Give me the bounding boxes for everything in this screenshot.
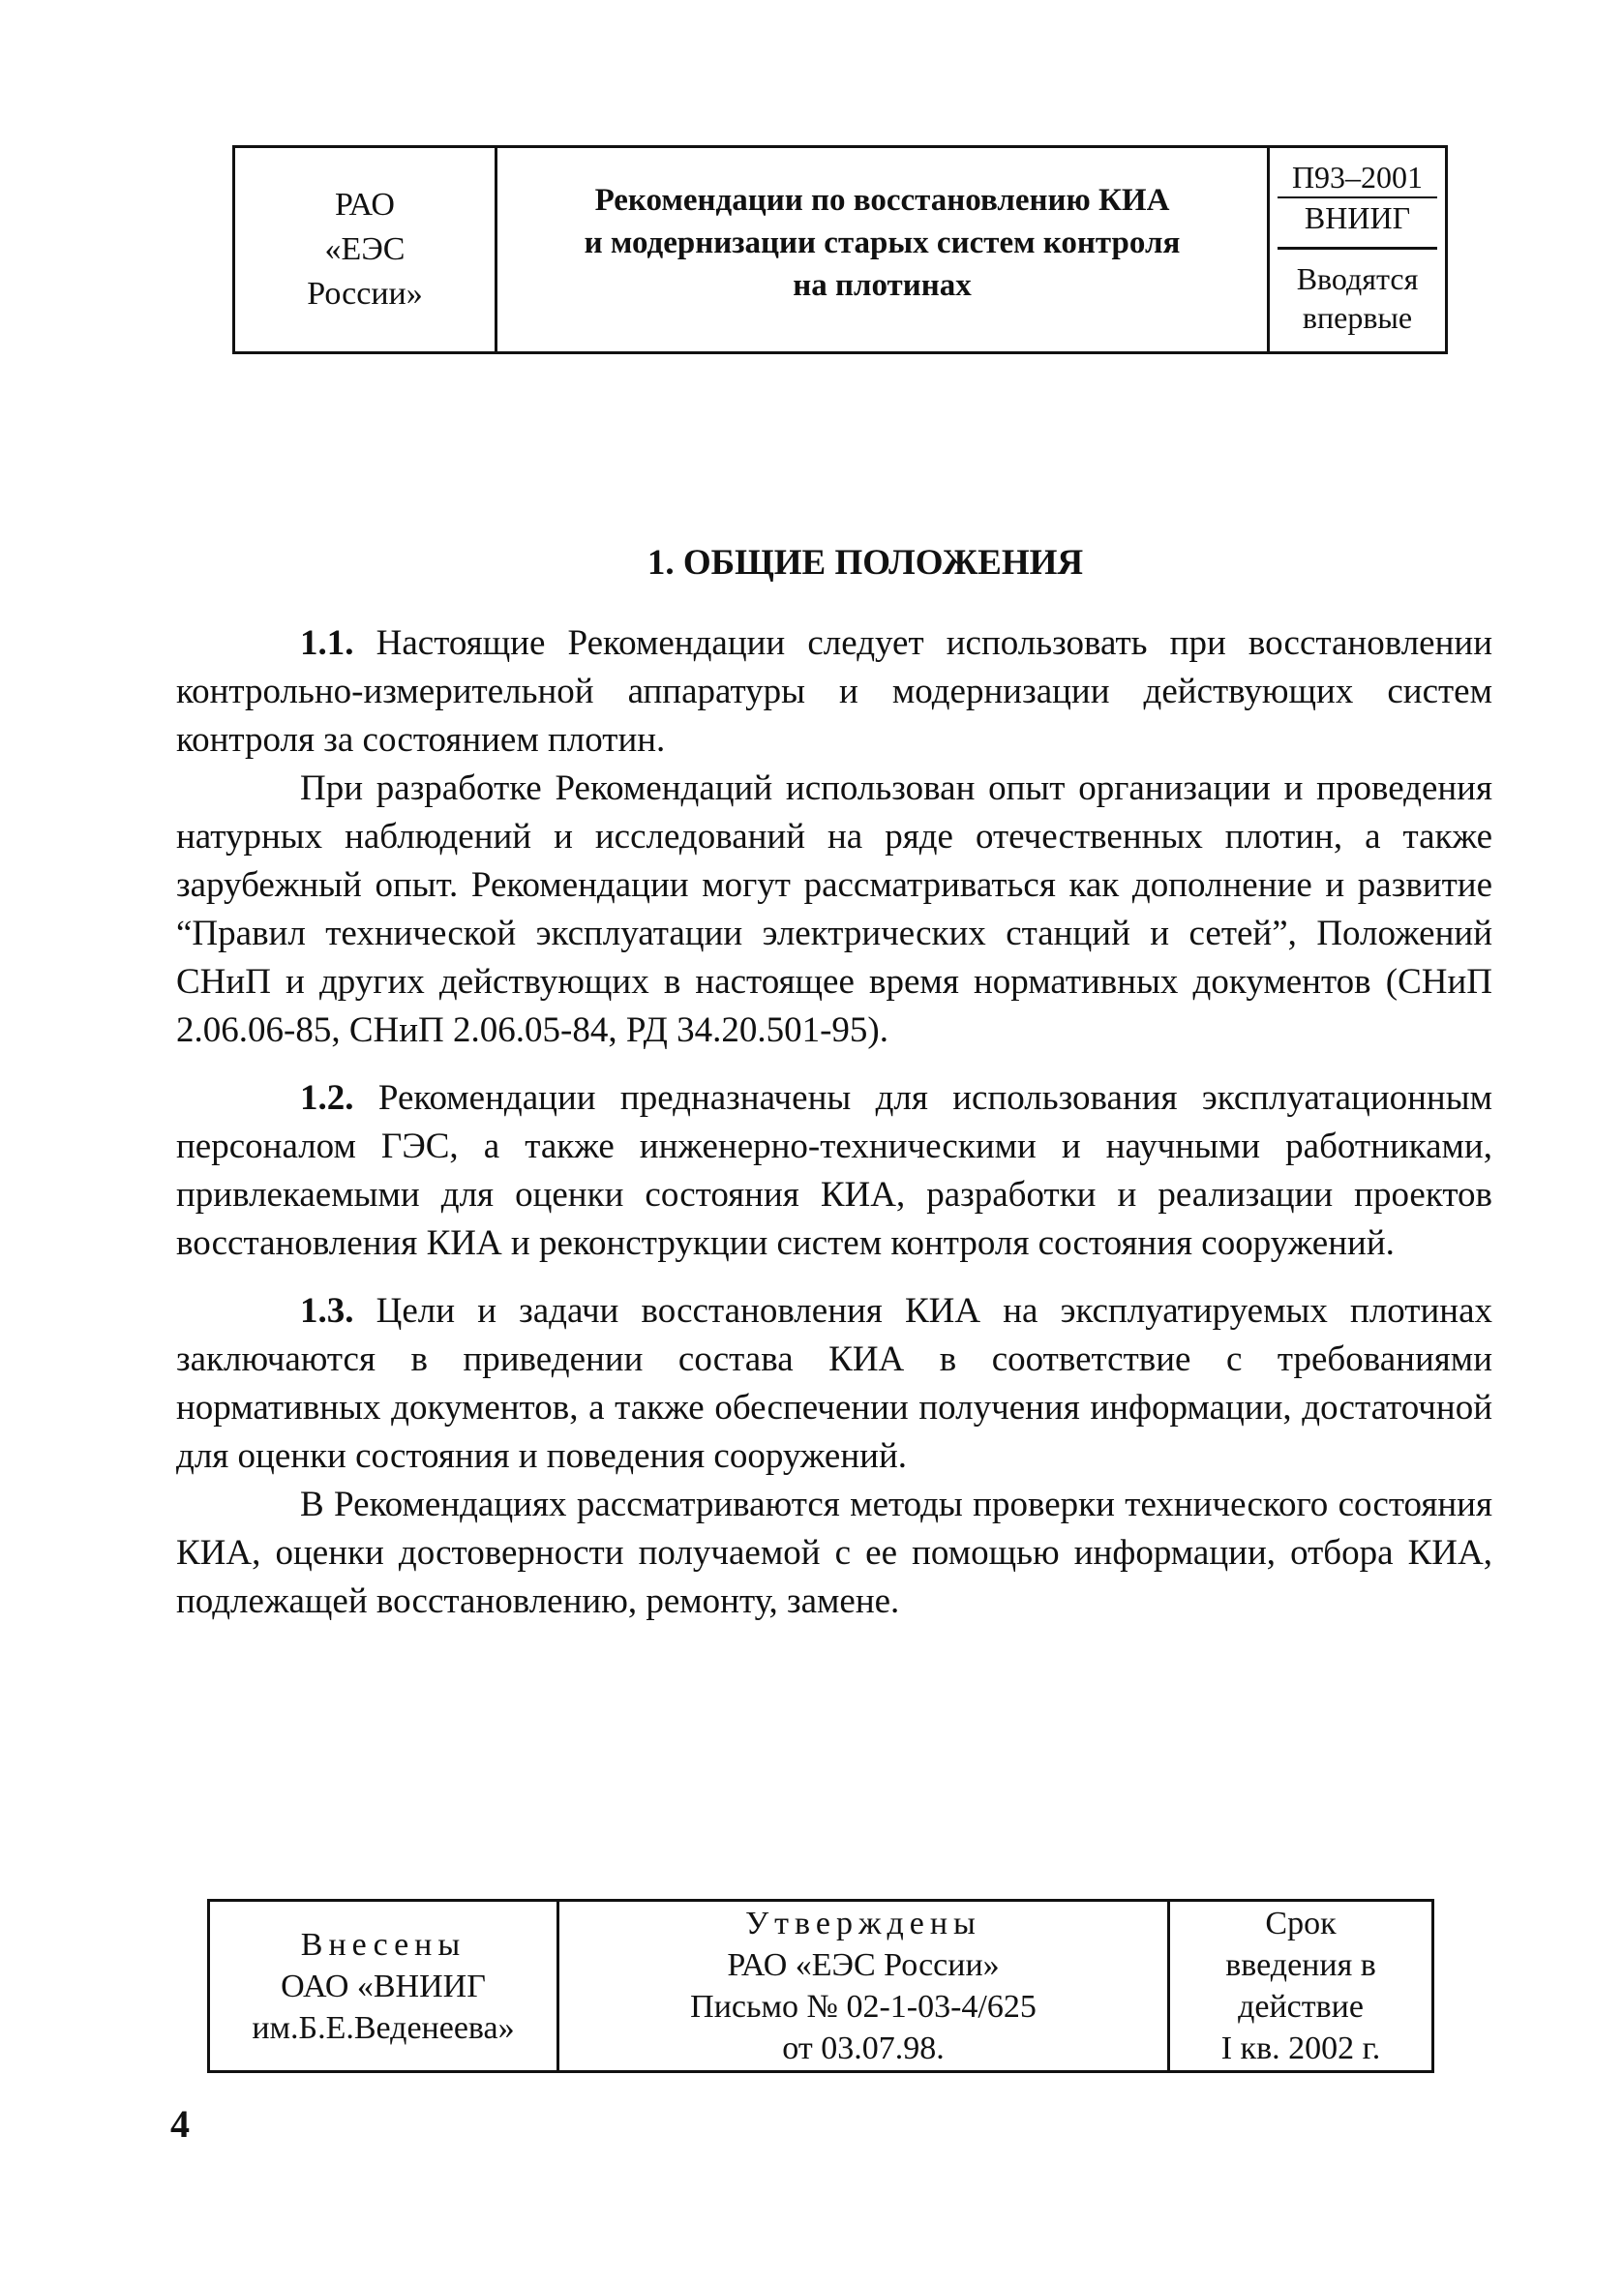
footer-submitted <box>210 1902 559 2070</box>
org-line: РАО <box>335 187 395 223</box>
org-line: России» <box>307 276 423 312</box>
body-text <box>176 619 1492 1626</box>
footer-approved <box>559 1902 1170 2070</box>
paragraph-text: Рекомендации предназначены для использования эксплуатационным персоналом ГЭС, а также инженерно-техническими и научными работниками, привлекаемыми для оценки состояния КИА, разработки и реализации проектов восстановления КИА и реконструкции систем контроля состояния сооружений. <box>176 1078 1492 1263</box>
footer-table <box>207 1899 1434 2073</box>
paragraph-number: 1.2. <box>300 1078 354 1118</box>
paragraph-number: 1.3. <box>300 1291 354 1331</box>
paragraph <box>176 1481 1492 1626</box>
title-line: и модернизации старых систем контроля <box>584 226 1181 260</box>
title-line: на плотинах <box>793 268 972 303</box>
document-code: П93–2001 <box>1291 160 1424 195</box>
paragraph-text: При разработке Рекомендаций использован опыт организации и проведения натурных наблюдений и исследований на ряде отечественных плотин, а также зарубежный опыт. Рекомендации могут рассматриваться как дополнение и развитие “Правил технической эксплуатации электрических станций и сетей”, Положений СНиП и других действующих в настоящее время нормативных документов (СНиП 2.06.06-85, СНиП 2.06.05-84, РД 34.20.501-95). <box>176 768 1492 1050</box>
paragraph-number: 1.1. <box>300 623 354 663</box>
header-table <box>232 145 1448 354</box>
footer-line: I кв. 2002 г. <box>1220 2030 1381 2066</box>
document-status <box>1270 250 1445 351</box>
status-line: впервые <box>1302 299 1413 335</box>
status-line: Вводятся <box>1296 260 1419 296</box>
paragraph-text: Цели и задачи восстановления КИА на эксплуатируемых плотинах заключаются в приведении состава КИА в соответствие с требованиями нормативных документов, а также обеспечении получения информации, достаточной для оценки состояния и поведения сооружений. <box>176 1291 1492 1476</box>
header-code-cell <box>1270 148 1445 351</box>
footer-line: Утверждены <box>745 1906 981 1941</box>
header-organization <box>235 148 497 351</box>
paragraph <box>176 765 1492 1055</box>
footer-line: Внесены <box>300 1926 466 1963</box>
footer-line: Письмо № 02-1-03-4/625 <box>690 1989 1037 2025</box>
footer-line: введения в <box>1225 1947 1376 1983</box>
title-line: Рекомендации по восстановлению КИА <box>594 183 1170 218</box>
footer-line: Срок <box>1265 1906 1337 1941</box>
section-title: 1. ОБЩИЕ ПОЛОЖЕНИЯ <box>647 543 1084 583</box>
paragraph-text: Настоящие Рекомендации следует использовать при восстановлении контрольно-измерительной аппаратуры и модернизации действующих систем контроля за состоянием плотин. <box>176 623 1492 760</box>
footer-line: ОАО «ВНИИГ <box>281 1968 486 2004</box>
org-line: «ЕЭС <box>324 231 406 267</box>
footer-line: РАО «ЕЭС России» <box>727 1947 1000 1983</box>
paragraph <box>176 619 1492 765</box>
paragraph <box>176 1287 1492 1481</box>
paragraph-text: В Рекомендациях рассматриваются методы проверки технического состояния КИА, оценки достоверности получаемой с ее помощью информации, отбора КИА, подлежащей восстановлению, ремонту, замене. <box>176 1485 1492 1621</box>
page-number: 4 <box>170 2102 190 2146</box>
paragraph <box>176 1074 1492 1268</box>
header-title <box>497 148 1270 351</box>
institute-name: ВНИИГ <box>1278 196 1437 250</box>
footer-line: действие <box>1238 1989 1364 2025</box>
footer-line: от 03.07.98. <box>782 2030 945 2066</box>
footer-line: им.Б.Е.Веденеева» <box>252 2009 515 2046</box>
footer-term <box>1170 1902 1431 2070</box>
